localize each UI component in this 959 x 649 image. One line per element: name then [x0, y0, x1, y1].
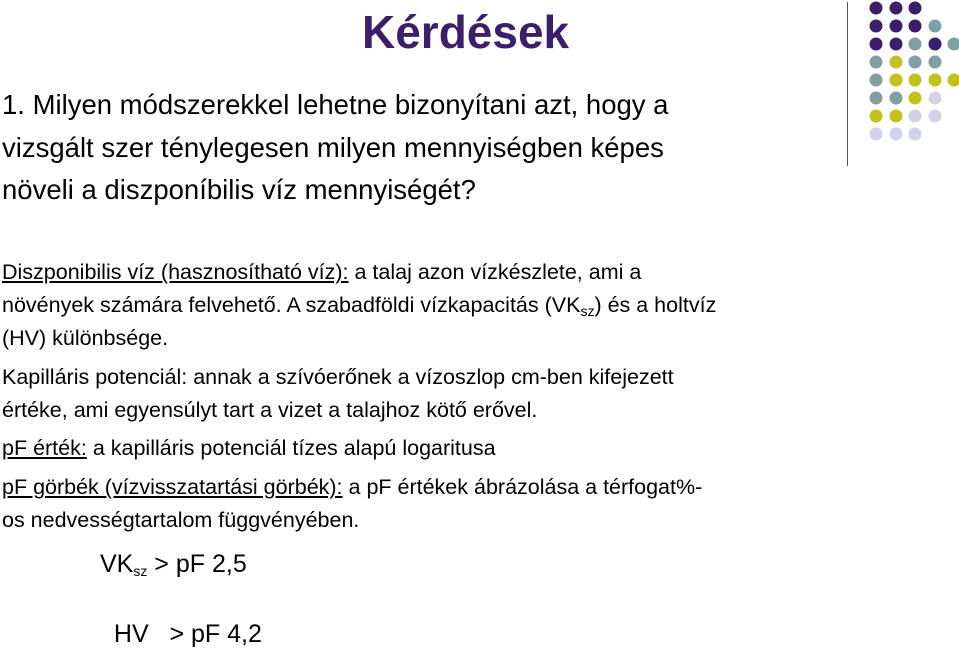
term-pf-ertek: pF érték: [2, 436, 87, 460]
definitions-block [2, 256, 952, 537]
decorative-dot [890, 74, 903, 87]
decorative-dot [870, 2, 883, 15]
definition-text: értéke, ami egyensúlyt tart a vizet a talajhoz kötő erővel. [2, 398, 537, 422]
decorative-dot [909, 128, 922, 141]
question-line: növeli a diszponíbilis víz mennyiségét? [2, 169, 832, 212]
decorative-dot [909, 74, 922, 87]
decorative-dot [890, 110, 903, 123]
definition-kapillaris [2, 361, 952, 427]
decorative-dot [890, 2, 903, 15]
formula-vk [100, 550, 247, 579]
question-block [2, 84, 832, 212]
subscript: sz [580, 303, 594, 319]
definition-pf-ertek [2, 432, 952, 465]
decorative-dot [929, 56, 942, 69]
decorative-dot [870, 110, 883, 123]
decorative-dot [870, 92, 883, 105]
question-line: vizsgált szer ténylegesen milyen mennyiségben képes [2, 127, 832, 170]
decorative-dot [929, 110, 942, 123]
decorative-dot [890, 56, 903, 69]
formula-value: > pF 2,5 [147, 550, 246, 578]
definition-diszponibilis [2, 256, 952, 355]
definition-text: növények számára felvehető. A szabadföldi vízkapacitás (VK [2, 293, 580, 317]
definition-pf-gorbek [2, 471, 952, 537]
decorative-dot [870, 38, 883, 51]
decorative-dot [890, 20, 903, 33]
definition-text: (HV) különbsége. [2, 326, 168, 350]
decorative-dot [929, 74, 942, 87]
definition-text: a talaj azon vízkészlete, ami a [349, 260, 642, 284]
definition-text: Kapilláris potenciál: annak a szívóerőnek a vízoszlop cm-ben kifejezett [2, 365, 674, 389]
definition-text: ) és a holtvíz [594, 293, 716, 317]
term-pf-gorbek: pF görbék (vízvisszatartási görbék): [2, 475, 343, 499]
definition-text: a pF értékek ábrázolása a térfogat%- [343, 475, 703, 499]
decorative-dot [929, 92, 942, 105]
decorative-dot [890, 128, 903, 141]
decorative-dot [929, 38, 942, 51]
decorative-dot [909, 20, 922, 33]
term-diszponibilis: Diszponibilis víz (hasznosítható víz): [2, 260, 349, 284]
decorative-dot [929, 20, 942, 33]
decorative-dot [870, 56, 883, 69]
decorative-dot [948, 74, 959, 87]
question-line: 1. Milyen módszerekkel lehetne bizonyítani azt, hogy a [2, 84, 832, 127]
decorative-dot [890, 92, 903, 105]
definition-text: os nedvességtartalom függvényében. [2, 508, 359, 532]
definition-text: a kapilláris potenciál tízes alapú logaritusa [87, 436, 496, 460]
decorative-dot [870, 20, 883, 33]
formula-hv [100, 591, 262, 649]
decorative-dot [909, 110, 922, 123]
subscript: sz [133, 563, 147, 579]
decorative-dot [909, 56, 922, 69]
decorative-dot [870, 74, 883, 87]
decorative-dot [909, 92, 922, 105]
formula-value: HV > pF 4,2 [114, 620, 262, 648]
decorative-dot [909, 38, 922, 51]
decorative-dot [909, 2, 922, 15]
decorative-dot [948, 38, 959, 51]
decorative-dot [870, 128, 883, 141]
decorative-dot [890, 38, 903, 51]
vertical-divider [847, 2, 848, 166]
page-title: Kérdések [362, 4, 569, 60]
formula-label: VK [100, 550, 133, 578]
